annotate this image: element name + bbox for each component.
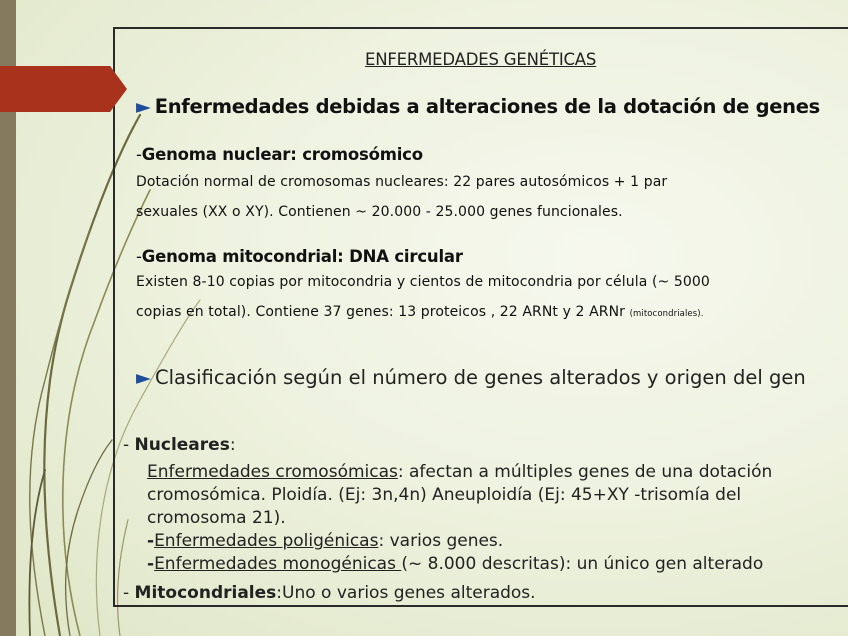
polygenic-diseases-line: -Enfermedades poligénicas: varios genes. <box>147 531 504 551</box>
monogenic-diseases-term: Enfermedades monogénicas <box>154 554 402 574</box>
polygenic-diseases-term: Enfermedades poligénicas <box>154 531 379 551</box>
heading-classification-text: Clasificación según el número de genes alterados y origen del gen <box>155 366 806 389</box>
chrom-diseases-line3: cromosoma 21). <box>147 508 286 528</box>
slide-title: ENFERMEDADES GENÉTICAS <box>365 50 597 69</box>
bullet-triangle-icon: ► <box>136 95 151 118</box>
mito-genome-line2: copias en total). Contiene 37 genes: 13 proteicos , 22 ARNt y 2 ARNr (mitocondriales). <box>136 304 704 320</box>
heading-gene-dosage-text: Enfermedades debidas a alteraciones de la dotación de genes <box>154 95 820 118</box>
heading-classification <box>136 366 816 390</box>
chromosomal-diseases-term: Enfermedades cromosómicas <box>147 462 398 482</box>
chrom-diseases-line2: cromosómica. Ploidía. (Ej: 3n,4n) Aneuploidía (Ej: 45+XY -trisomía del <box>147 485 742 505</box>
monogenic-diseases-line: -Enfermedades monogénicas (~ 8.000 descritas): un único gen alterado <box>147 554 764 574</box>
nuclear-genome-label: Genoma nuclear: cromosómico <box>141 145 423 164</box>
accent-arrow-tab <box>0 66 127 112</box>
nucleares-heading: - Nucleares: <box>123 435 236 455</box>
mito-genome-heading: -Genoma mitocondrial: DNA circular <box>136 247 463 266</box>
mitocondriales-label: Mitocondriales <box>134 583 277 603</box>
mito-genome-small-note: (mitocondriales). <box>629 309 704 319</box>
mitocondriales-line: - Mitocondriales:Uno o varios genes alterados. <box>123 583 536 603</box>
mito-genome-label: Genoma mitocondrial: DNA circular <box>141 247 463 266</box>
nuclear-genome-heading: -Genoma nuclear: cromosómico <box>136 145 423 164</box>
chrom-diseases-line1: Enfermedades cromosómicas: afectan a múltiples genes de una dotación <box>147 462 773 482</box>
heading-gene-dosage <box>136 95 820 118</box>
nuclear-genome-line1: Dotación normal de cromosomas nucleares: 22 pares autosómicos + 1 par <box>136 174 668 190</box>
nuclear-genome-line2: sexuales (XX o XY). Contienen ~ 20.000 - 25.000 genes funcionales. <box>136 204 623 220</box>
mito-genome-line1: Existen 8-10 copias por mitocondria y cientos de mitocondria por célula (~ 5000 <box>136 274 710 290</box>
nucleares-label: Nucleares <box>134 435 230 455</box>
bullet-triangle-icon: ► <box>136 366 151 389</box>
